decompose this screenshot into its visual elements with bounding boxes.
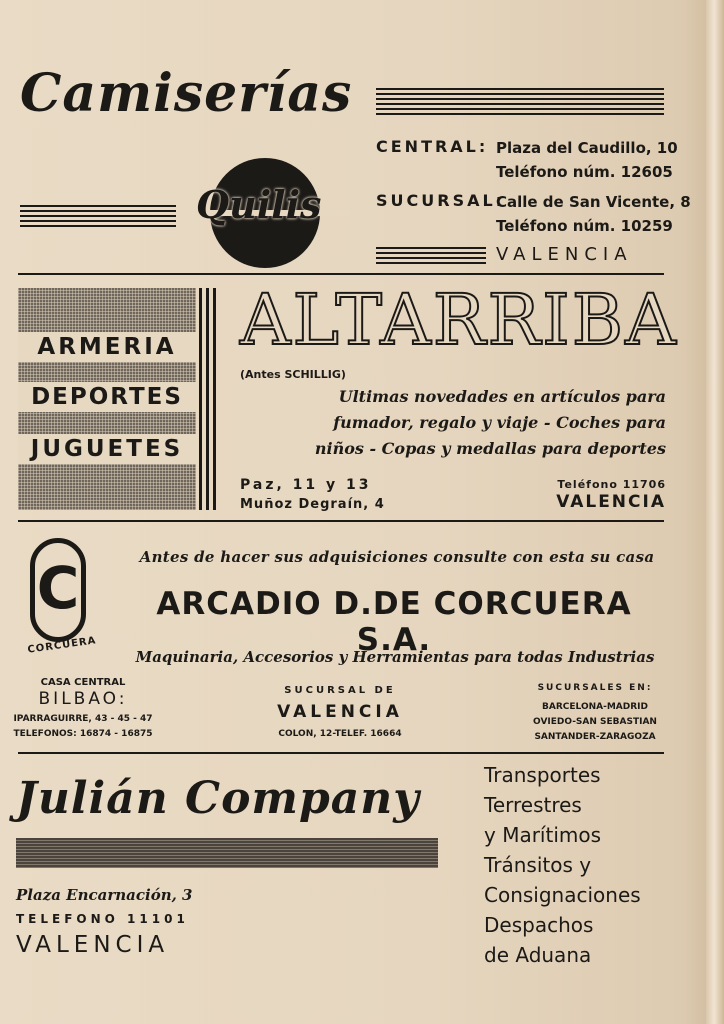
altarriba-phone: Teléfono 11706 (557, 478, 666, 491)
sucursal-city: VALENCIA (277, 702, 403, 722)
company-phone: TELEFONO 11101 (16, 912, 189, 926)
camiserias-left-lines (20, 205, 176, 229)
casa-central-label: CASA CENTRAL (40, 677, 126, 688)
sucursales-list (520, 700, 670, 745)
altarriba-city: VALENCIA (556, 492, 666, 512)
divider-3 (18, 752, 664, 754)
service-line: Consignaciones (484, 883, 641, 907)
company-name-bar (16, 838, 438, 868)
description-line-3: niños - Copas y medallas para deportes (314, 439, 666, 458)
corcuera-logo-caption: CORCUERA (26, 635, 98, 656)
camiserias-title: Camiserías (20, 63, 353, 124)
description-line-2: fumador, regalo y viaje - Coches para (333, 413, 666, 432)
company-city: VALENCIA (16, 932, 170, 958)
page-edge (706, 0, 724, 1024)
altarriba-description (300, 384, 666, 462)
central-label: CENTRAL: (376, 137, 489, 156)
sucursal-label: SUCURSAL: (376, 191, 506, 210)
camiserias-title-lines (376, 88, 664, 116)
sucursal-phone: Teléfono núm. 10259 (496, 217, 673, 235)
company-address: Plaza Encarnación, 3 (16, 886, 193, 904)
description-line-1: Ultimas novedades en artículos para (338, 387, 666, 406)
quilis-logo-text: Quilis (196, 182, 322, 227)
sucursal-address: COLON, 12-TELEF. 16664 (278, 729, 402, 739)
central-address: Plaza del Caudillo, 10 (496, 139, 678, 157)
casa-central-city: BILBAO: (38, 689, 128, 709)
altarriba-formerly: (Antes SCHILLIG) (240, 368, 346, 381)
altarriba-address-2: Muñoz Degraín, 4 (240, 497, 385, 512)
company-name: Julián Company (16, 773, 420, 824)
corcuera-logo-letter: C (36, 554, 80, 622)
casa-central-phones: TELEFONOS: 16874 - 16875 (13, 729, 153, 739)
corcuera-intro: Antes de hacer sus adquisiciones consulte con esta su casa (139, 548, 655, 566)
service-line: Terrestres (484, 793, 582, 817)
company-services (484, 760, 641, 970)
divider-2 (18, 520, 664, 522)
service-line: de Aduana (484, 943, 592, 967)
corcuera-name: ARCADIO D.DE CORCUERA S.A. (156, 586, 632, 658)
side-item-deportes: DEPORTES (18, 382, 196, 412)
city-lines (376, 247, 486, 265)
service-line: Despachos (484, 913, 594, 937)
divider-1 (18, 273, 664, 275)
corcuera-tagline: Maquinaria, Accesorios y Herramientas para todas Industrias (135, 648, 655, 666)
sucursal-de-label: SUCURSAL DE (284, 685, 396, 696)
service-line: y Marítimos (484, 823, 602, 847)
altarriba-name: ALTARRIBA (240, 279, 678, 361)
sucursal-item: OVIEDO-SAN SEBASTIAN (533, 717, 657, 727)
side-item-juguetes: JUGUETES (18, 434, 196, 464)
service-line: Tránsitos y (484, 853, 592, 877)
sucursal-address: Calle de San Vicente, 8 (496, 193, 691, 211)
side-panel-stripes (199, 288, 219, 510)
side-item-armeria: ARMERIA (18, 332, 196, 362)
camiserias-city: VALENCIA (496, 244, 633, 265)
central-phone: Teléfono núm. 12605 (496, 163, 673, 181)
casa-central-address: IPARRAGUIRRE, 43 - 45 - 47 (13, 714, 153, 724)
altarriba-address-1: Paz, 11 y 13 (240, 477, 372, 493)
service-line: Transportes (484, 763, 601, 787)
sucursal-item: SANTANDER-ZARAGOZA (534, 732, 656, 742)
sucursales-label: SUCURSALES EN: (537, 683, 653, 693)
sucursal-item: BARCELONA-MADRID (542, 702, 648, 712)
